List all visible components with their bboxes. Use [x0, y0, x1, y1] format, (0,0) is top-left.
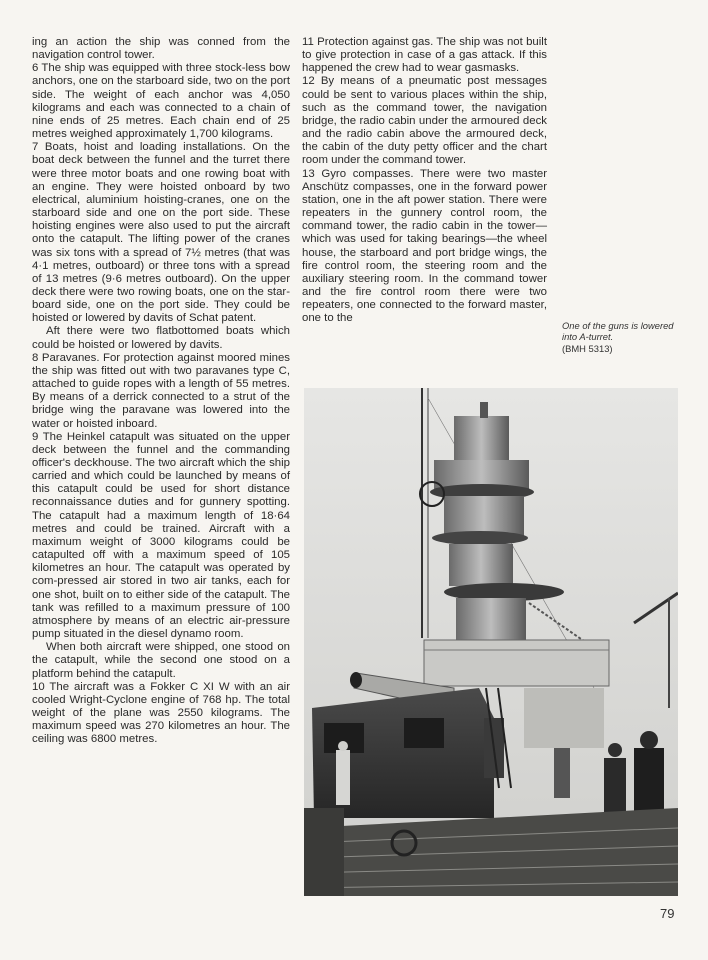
paragraph: When both aircraft were shipped, one stood on the catapult, while the second one stood on a platform behind the catapult. [32, 641, 290, 680]
caption-reference: (BMH 5313) [562, 342, 613, 354]
caption-text: One of the guns is lowered into A-turret. [562, 320, 674, 343]
paragraph: 9 The Heinkel catapult was situated on the upper deck between the funnel and the commanding officer's deckhouse. The two aircraft which the ship carried and which could be launched by means of this catapult could be used for short distance reconnaissance duties and for gunnery spotting. The catapult had a maximum length of 18·64 metres and could be trained. Aircraft with a maximum weight of 3000 kilograms could be catapulted off with a maximum speed of 105 kilometres an hour. The catapult was operated by com-pressed air stored in two air tanks, each for one shot, built on to either side of the catapult. The tank was refilled to a maximum pressure of 100 atmosphere by means of an electric air-pressure pump situated in the diesel dynamo room. [32, 430, 290, 641]
paragraph: Aft there were two flatbottomed boats which could be hoisted or lowered by davits. [32, 325, 290, 351]
paragraph: 6 The ship was equipped with three stock-less bow anchors, one on the starboard side, two on the port side. The weight of each anchor was 4,050 kilograms and each was connected to a chain of nine ends of 25 metres. Each chain end of 25 metres weighed approximately 1,700 kilograms. [32, 62, 290, 141]
middle-text-column [302, 36, 547, 325]
paragraph: 13 Gyro compasses. There were two master Anschütz compasses, one in the forward power station, one in the aft power station. There were repeaters in the gunnery control room, the command tower, the radio cabin in the tower—which was used for taking bearings—the wheel house, the starboard and port bridge wings, the fire control room, the steering room and the auxiliary steering room. In the command tower and the fire control room there were two repeaters, one connected to the forward master, one to the [302, 167, 547, 325]
paragraph: 7 Boats, hoist and loading installations. On the boat deck between the funnel and the turret there were three motor boats and one rowing boat with an engine. They were hoisted onboard by two electrical, aluminium hoisting-cranes, one on the starboard side and one on the port side. These hoisting engines were also used to put the aircraft onto the catapult. The lifting power of the cranes was six tons with a spread of 7½ metres (that was 4·1 metres, outboard) or three tons with a spread of 13 metres (9·6 metres outboard). On the upper deck there were two rowing boats, one on the star-board side, one on the port side. They could be hoisted or lowered by davits of Schat patent. [32, 141, 290, 325]
paragraph: 10 The aircraft was a Fokker C XI W with an air cooled Wright-Cyclone engine of 768 hp. The total weight of the plane was 2550 kilograms. The maximum speed was 270 kilometres an hour. The ceiling was 6800 metres. [32, 680, 290, 746]
left-text-column [32, 36, 290, 746]
paragraph: 11 Protection against gas. The ship was not built to give protection in case of a gas attack. If this happened the crew had to wear gasmasks. [302, 36, 547, 75]
paragraph: ing an action the ship was conned from the navigation control tower. [32, 36, 290, 62]
warship-gun-turret-photo [304, 388, 678, 896]
photo-caption [562, 320, 680, 354]
paragraph: 8 Paravanes. For protection against moored mines the ship was fitted out with two paravanes type C, attached to guide ropes with a length of 55 metres. By means of a derrick connected to a strut of the bridge wing the paravane was lowered into the water or hoisted inboard. [32, 351, 290, 430]
paragraph: 12 By means of a pneumatic post messages could be sent to various places within the ship, such as the command tower, the navigation bridge, the radio cabin under the armoured deck and the radio cabin above the armoured deck, the cabin of the duty petty officer and the chart room under the command tower. [302, 75, 547, 167]
page-number: 79 [660, 906, 675, 921]
